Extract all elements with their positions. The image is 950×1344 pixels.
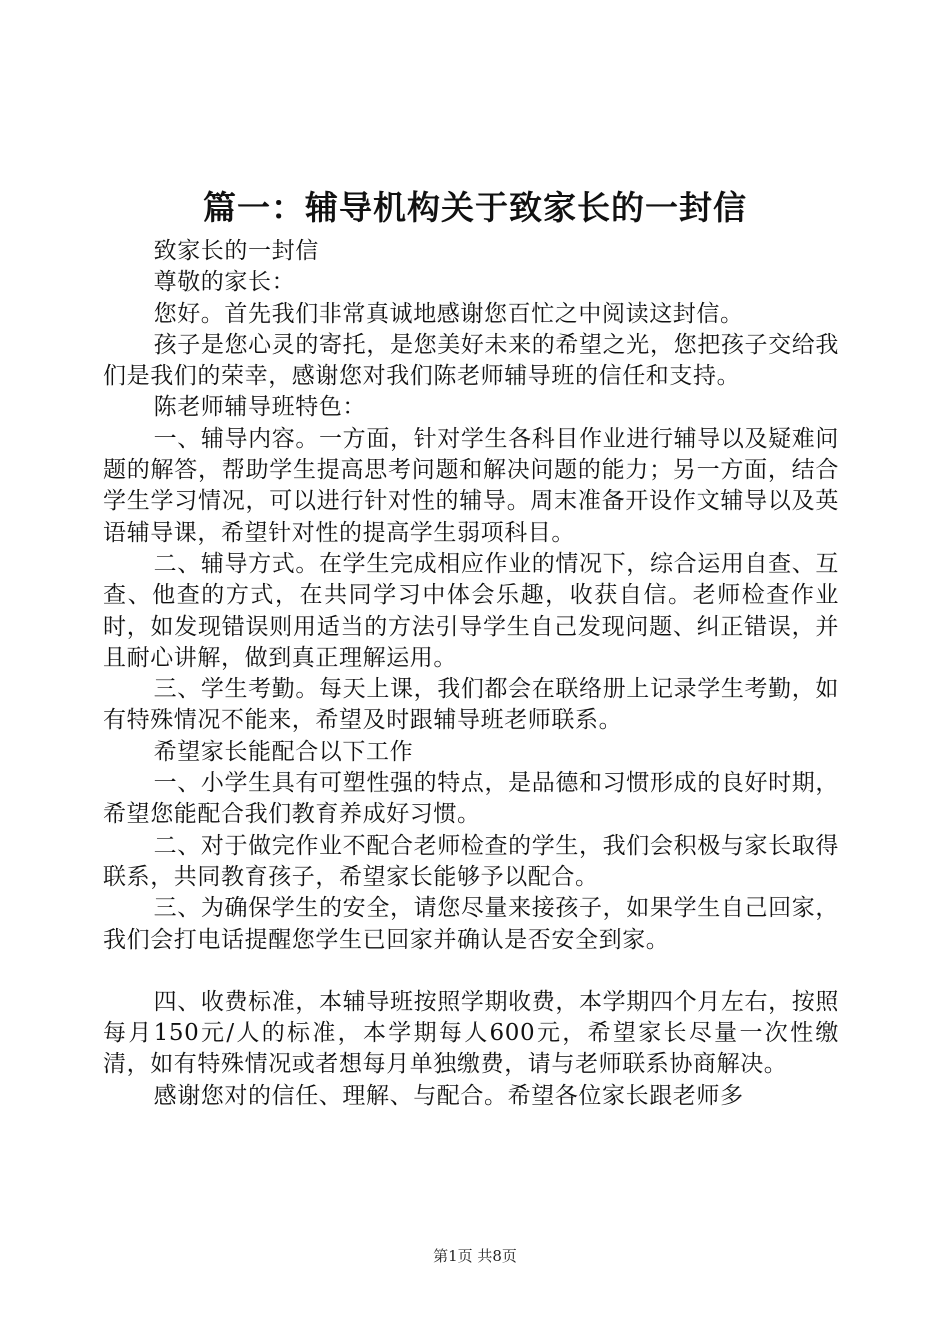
paragraph: 致家长的一封信 — [153, 238, 319, 264]
page-footer: 第1页 共8页 — [433, 1247, 517, 1265]
paragraph: 希望家长能配合以下工作 — [153, 738, 414, 765]
paragraph: 感谢您对的信任、理解、与配合。希望各位家长跟老师多 — [153, 1082, 744, 1109]
paragraph: 尊敬的家长： — [153, 269, 296, 296]
paragraph: 二、辅导方式。在学生完成相应作业的情况下，综合运用自查、互查、他查的方式，在共同学习中体会乐趣，收获自信。老师检查作业时，如发现错误则用适当的方法引导学生自己发现问题、纠正错误，并且耐心讲解，做到真正理解运用。 — [103, 550, 839, 671]
paragraph: 三、为确保学生的安全，请您尽量来接孩子，如果学生自己回家，我们会打电话提醒您学生已回家并确认是否安全到家。 — [103, 895, 839, 953]
document-title: 篇一：辅导机构关于致家长的一封信 — [203, 188, 747, 227]
paragraph: 一、小学生具有可塑性强的特点，是品德和习惯形成的良好时期，希望您能配合我们教育养成好习惯。 — [103, 770, 839, 828]
paragraph: 一、辅导内容。一方面，针对学生各科目作业进行辅导以及疑难问题的解答，帮助学生提高思考问题和解决问题的能力；另一方面，结合学生学习情况，可以进行针对性的辅导。周末准备开设作文辅导以及英语辅导课，希望针对性的提高学生弱项科目。 — [103, 425, 839, 546]
document-body — [103, 236, 839, 1112]
paragraph: 四、收费标准，本辅导班按照学期收费，本学期四个月左右，按照每月150元/人的标准，本学期每人600元，希望家长尽量一次性缴清，如有特殊情况或者想每月单独缴费，请与老师联系协商解决。 — [103, 988, 839, 1078]
paragraph: 孩子是您心灵的寄托，是您美好未来的希望之光，您把孩子交给我们是我们的荣幸，感谢您对我们陈老师辅导班的信任和支持。 — [103, 331, 839, 390]
paragraph: 陈老师辅导班特色： — [153, 394, 366, 421]
paragraph: 三、学生考勤。每天上课，我们都会在联络册上记录学生考勤，如有特殊情况不能来，希望及时跟辅导班老师联系。 — [103, 676, 839, 734]
paragraph: 您好。首先我们非常真诚地感谢您百忙之中阅读这封信。 — [153, 300, 744, 327]
paragraph: 二、对于做完作业不配合老师检查的学生，我们会积极与家长取得联系，共同教育孩子，希望家长能够予以配合。 — [103, 832, 839, 890]
